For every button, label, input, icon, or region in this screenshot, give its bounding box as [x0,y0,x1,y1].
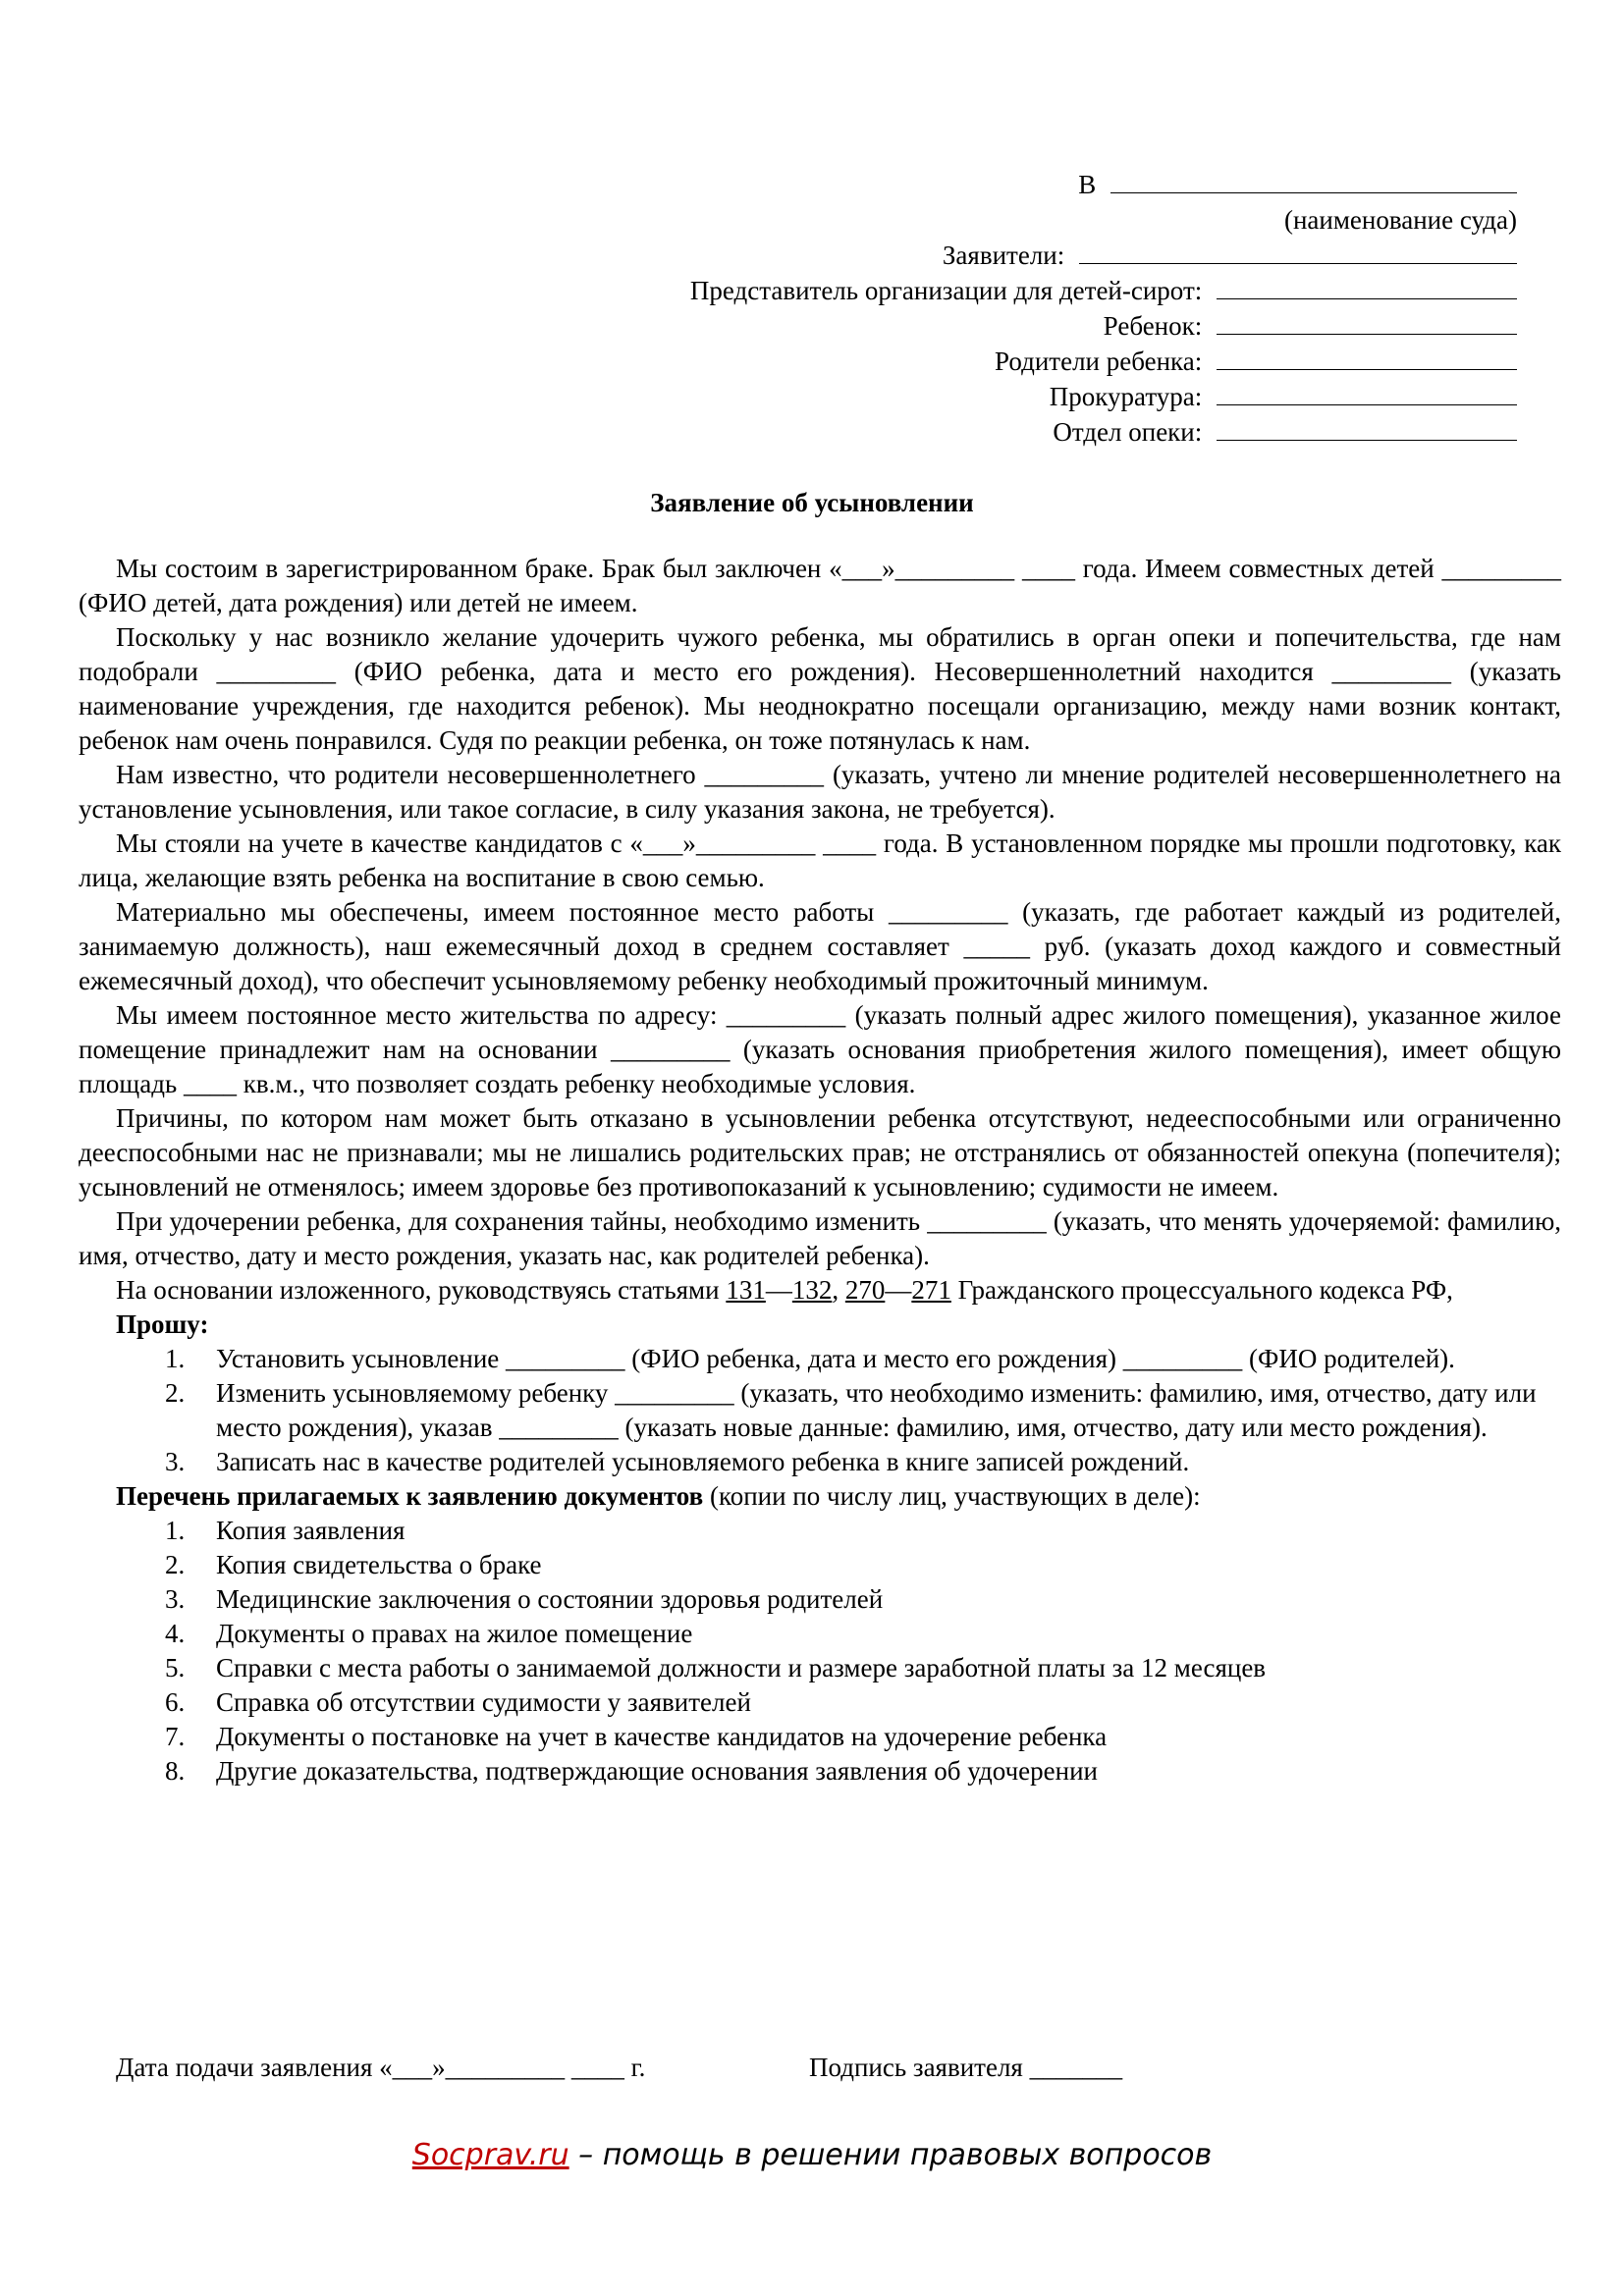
guardianship-line [550,414,1517,450]
parents-label: Родители ребенка: [995,347,1203,376]
list-item [79,1651,1561,1685]
child-label: Ребенок: [1103,311,1203,341]
list-item-text: Документы о постановке на учет в качестве кандидатов на удочерение ребенка [216,1722,1108,1751]
request-heading: Прошу: [116,1309,209,1339]
paragraph-residence: Мы имеем постоянное место жительства по адресу: _________ (указать полный адрес жилого помещения), указанное жилое помещение принадлежит нам на основании _________ (указать основания приобретения жилого помещения), имеет общую площадь ____ кв.м., что позволяет создать ребенку необходимые условия. [79,1000,1561,1098]
paragraph-child-selection: Поскольку у нас возникло желание удочерить чужого ребенка, мы обратились в орган опеки и попечительства, где нам подобрали _________ (ФИО ребенка, дата и место его рождения). Несовершеннолетний находится _________ (указать наименование учреждения, где находится ребенок). Мы неоднократно посещали организацию, между нами возник контакт, ребенок нам очень понравился. Судя по реакции ребенка, он тоже потянулась к нам. [79,622,1561,755]
list-item [79,1754,1561,1789]
court-header [550,167,1517,450]
list-number: 4. [165,1619,186,1648]
paragraph-legal-basis [79,1273,1561,1308]
applicant-signature: Подпись заявителя _______ [809,2053,1123,2082]
list-item-text: Копия заявления [216,1516,406,1545]
site-link[interactable]: Socprav.ru [411,2138,569,2172]
filing-date: Дата подачи заявления «___»_________ ____ г. [116,2053,646,2082]
paragraph-marriage: Мы состоим в зарегистрированном браке. Брак был заключен «___»_________ ____ года. Имеем совместных детей _________ (ФИО детей, дата рождения) или детей не имеем. [79,554,1561,617]
court-blank[interactable] [1110,169,1517,193]
prosecutor-line [550,379,1517,414]
paragraph-secrecy: При удочерении ребенка, для сохранения тайны, необходимо изменить _________ (указать, что менять удочеряемой: фамилию, имя, отчество, дату и место рождения, указать нас, как родителей ребенка). [79,1206,1561,1270]
list-item [79,1548,1561,1582]
list-item [79,1685,1561,1720]
list-item-text: Справка об отсутствии судимости у заявителей [216,1687,751,1717]
list-item-text: Медицинские заключения о состоянии здоровья родителей [216,1584,884,1614]
list-item [79,1445,1561,1479]
document-title: Заявление об усыновлении [650,488,974,517]
orphan-org-label: Представитель организации для детей-сирот: [689,276,1203,305]
list-number: 7. [165,1722,186,1751]
site-credit [0,2136,1624,2175]
list-item [79,1514,1561,1548]
article-270-link[interactable]: 270 [844,1275,886,1305]
list-number: 1. [165,1344,186,1373]
article-132-link[interactable]: 132 [791,1275,833,1305]
list-item-text: Документы о правах на жилое помещение [216,1619,693,1648]
list-item-text: Записать нас в качестве родителей усыновляемого ребенка в книге записей рождений. [216,1447,1190,1476]
article-271-link[interactable]: 271 [911,1275,951,1305]
list-item [79,1582,1561,1617]
child-blank[interactable] [1217,310,1517,335]
prosecutor-blank[interactable] [1217,381,1517,405]
documents-list [79,1514,1561,1789]
article-131-link[interactable]: 131 [726,1275,766,1305]
applicants-label: Заявители: [942,240,1065,270]
basis-prefix: На основании изложенного, руководствуясь статьями [116,1275,727,1305]
documents-heading-rest: (копии по числу лиц, участвующих в деле): [703,1481,1201,1511]
list-item [79,1376,1561,1445]
basis-comma: , [832,1275,845,1305]
court-line [550,167,1517,202]
documents-heading-bold: Перечень прилагаемых к заявлению документов [116,1481,704,1511]
list-number: 3. [165,1584,186,1614]
applicants-blank[interactable] [1079,240,1517,264]
basis-dash-2: — [885,1275,912,1305]
list-item [79,1617,1561,1651]
list-number: 2. [165,1550,186,1579]
list-number: 2. [165,1378,186,1408]
orphan-org-line [550,273,1517,308]
list-number: 6. [165,1687,186,1717]
paragraph-income: Материально мы обеспечены, имеем постоянное место работы _________ (указать, где работает каждый из родителей, занимаемую должность), наш ежемесячный доход в среднем составляет _____ руб. (указать доход каждого и совместный ежемесячный доход), что обеспечит усыновляемому ребенку необходимый прожиточный минимум. [79,897,1561,995]
list-item [79,1720,1561,1754]
list-item-text: Установить усыновление _________ (ФИО ребенка, дата и место его рождения) _________ (ФИО родителей). [216,1344,1455,1373]
list-item-text: Справки с места работы о занимаемой должности и размере заработной платы за 12 месяцев [216,1653,1267,1682]
list-number: 1. [165,1516,186,1545]
list-item-text: Изменить усыновляемому ребенку _________ (указать, что необходимо изменить: фамилию, имя, отчество, дату или место рождения), указав _________ (указать новые данные: фамилию, имя, отчество, дату или место рождения). [216,1378,1537,1442]
child-line [550,308,1517,344]
list-number: 5. [165,1653,186,1682]
court-caption: (наименование суда) [1283,205,1517,235]
site-tagline: – помощь в решении правовых вопросов [568,2138,1213,2172]
guardianship-label: Отдел опеки: [1053,417,1203,447]
prosecutor-label: Прокуратура: [1049,382,1203,411]
applicants-line [550,238,1517,273]
basis-suffix: Гражданского процессуального кодекса РФ, [950,1275,1453,1305]
paragraph-no-obstacles: Причины, по котором нам может быть отказано в усыновлении ребенка отсутствуют, недееспособными или ограниченно дееспособными нас не признавали; мы не лишались родительских прав; не отстранялись от обязанностей опекуна (попечителя); усыновлений не отменялось; имеем здоровье без противопоказаний к усыновлению; судимости не имеем. [79,1103,1561,1201]
parents-line [550,344,1517,379]
list-item [79,1342,1561,1376]
list-item-text: Другие доказательства, подтверждающие основания заявления об удочерении [216,1756,1098,1786]
list-number: 8. [165,1756,186,1786]
request-list [79,1342,1561,1479]
orphan-org-blank[interactable] [1217,275,1517,299]
list-item-text: Копия свидетельства о браке [216,1550,542,1579]
documents-heading [116,1479,1561,1514]
court-prefix: В [1078,170,1097,199]
list-number: 3. [165,1447,186,1476]
parents-blank[interactable] [1217,346,1517,370]
paragraph-parents-consent: Нам известно, что родители несовершеннолетнего _________ (указать, учтено ли мнение родителей несовершеннолетнего на установление усыновления, или такое согласие, в силу указания закона, не требуется). [79,760,1561,824]
paragraph-candidates: Мы стояли на учете в качестве кандидатов с «___»_________ ____ года. В установленном порядке мы прошли подготовку, как лица, желающие взять ребенка на воспитание в свою семью. [79,828,1561,892]
basis-dash-1: — [765,1275,792,1305]
guardianship-blank[interactable] [1217,416,1517,441]
document-body [79,552,1561,1789]
